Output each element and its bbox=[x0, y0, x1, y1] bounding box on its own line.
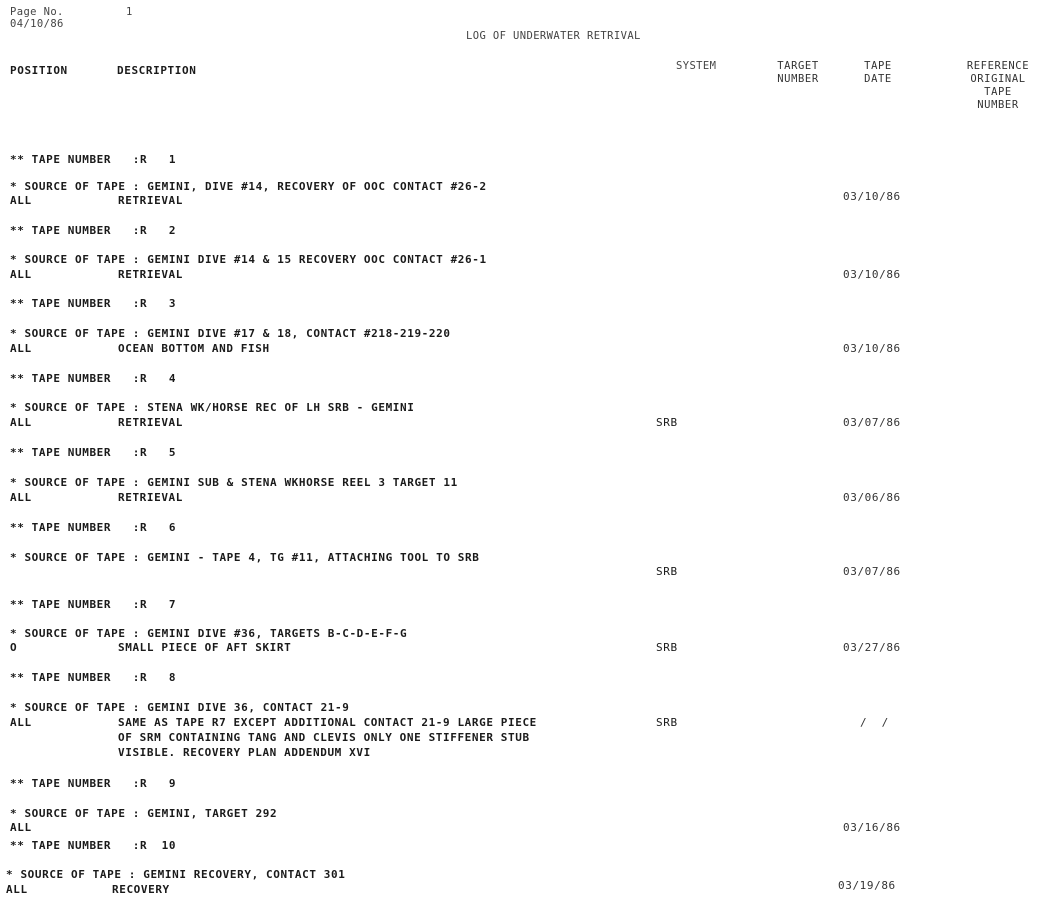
table-row-continuation bbox=[0, 746, 1047, 760]
tape-source-text: * SOURCE OF TAPE : GEMINI DIVE #14 & 15 RECOVERY OOC CONTACT #26-1 bbox=[10, 253, 487, 266]
table-row bbox=[0, 565, 1047, 579]
table-row bbox=[0, 342, 1047, 356]
col-header-reference-line: REFERENCE bbox=[966, 60, 1030, 72]
entry-tape-date: / / bbox=[860, 716, 889, 729]
tape-number-line bbox=[0, 598, 1047, 612]
tape-source-line bbox=[0, 627, 1047, 641]
entry-system: SRB bbox=[656, 641, 678, 654]
tape-number-line bbox=[0, 671, 1047, 685]
entry-position: ALL bbox=[10, 342, 32, 355]
entry-tape-date: 03/06/86 bbox=[843, 491, 901, 504]
table-row bbox=[0, 268, 1047, 282]
col-header-reference-line: ORIGINAL bbox=[970, 73, 1026, 85]
tape-number-text: ** TAPE NUMBER :R 10 bbox=[10, 839, 177, 852]
col-header-tape-date bbox=[846, 60, 910, 86]
page-title: LOG OF UNDERWATER RETRIVAL bbox=[466, 30, 641, 42]
entry-position: ALL bbox=[10, 268, 32, 281]
col-header-reference-line: TAPE bbox=[984, 86, 1012, 98]
tape-number-text: ** TAPE NUMBER :R 1 bbox=[10, 153, 177, 166]
tape-number-text: ** TAPE NUMBER :R 5 bbox=[10, 446, 177, 459]
tape-number-text: ** TAPE NUMBER :R 8 bbox=[10, 671, 177, 684]
table-row bbox=[0, 716, 1047, 730]
entry-description: OF SRM CONTAINING TANG AND CLEVIS ONLY ONE STIFFENER STUB bbox=[118, 731, 530, 744]
entry-tape-date: 03/16/86 bbox=[843, 821, 901, 834]
tape-number-line bbox=[0, 372, 1047, 386]
table-row bbox=[0, 491, 1047, 505]
table-row bbox=[0, 821, 1047, 835]
entry-description: SMALL PIECE OF AFT SKIRT bbox=[118, 641, 292, 654]
tape-number-text: ** TAPE NUMBER :R 2 bbox=[10, 224, 177, 237]
entry-description: RETRIEVAL bbox=[118, 416, 184, 429]
tape-source-line bbox=[0, 401, 1047, 415]
entry-description: RETRIEVAL bbox=[118, 491, 184, 504]
tape-source-text: * SOURCE OF TAPE : GEMINI, DIVE #14, RECOVERY OF OOC CONTACT #26-2 bbox=[10, 180, 487, 193]
tape-number-text: ** TAPE NUMBER :R 4 bbox=[10, 372, 177, 385]
table-row bbox=[0, 641, 1047, 655]
tape-number-text: ** TAPE NUMBER :R 6 bbox=[10, 521, 177, 534]
table-row bbox=[0, 879, 1047, 897]
tape-source-text: * SOURCE OF TAPE : GEMINI DIVE #36, TARGETS B-C-D-E-F-G bbox=[10, 627, 408, 640]
col-header-target-line: NUMBER bbox=[777, 73, 819, 85]
entry-system: SRB bbox=[656, 565, 678, 578]
entry-system: SRB bbox=[656, 416, 678, 429]
col-header-tape-date-line: TAPE bbox=[864, 60, 892, 72]
col-header-description: DESCRIPTION bbox=[117, 64, 197, 77]
tape-source-line bbox=[0, 807, 1047, 821]
col-header-reference-line: NUMBER bbox=[977, 99, 1019, 111]
entry-description: VISIBLE. RECOVERY PLAN ADDENDUM XVI bbox=[118, 746, 371, 759]
page-no-label: Page No. bbox=[10, 6, 64, 18]
tape-number-text: ** TAPE NUMBER :R 9 bbox=[10, 777, 177, 790]
tape-source-text: * SOURCE OF TAPE : STENA WK/HORSE REC OF LH SRB - GEMINI bbox=[10, 401, 415, 414]
col-header-target-line: TARGET bbox=[777, 60, 819, 72]
table-row-continuation bbox=[0, 731, 1047, 745]
tape-source-line bbox=[0, 327, 1047, 341]
tape-source-text: * SOURCE OF TAPE : GEMINI, TARGET 292 bbox=[10, 807, 278, 820]
col-header-reference bbox=[950, 60, 1046, 112]
entry-description: RETRIEVAL bbox=[118, 268, 184, 281]
tape-source-text: * SOURCE OF TAPE : GEMINI SUB & STENA WKHORSE REEL 3 TARGET 11 bbox=[10, 476, 458, 489]
tape-number-line bbox=[0, 153, 1047, 167]
tape-number-line bbox=[0, 839, 1047, 853]
tape-source-line bbox=[0, 551, 1047, 565]
tape-number-line bbox=[0, 521, 1047, 535]
report-date: 04/10/86 bbox=[10, 18, 64, 30]
col-header-target-number bbox=[760, 60, 836, 86]
table-row bbox=[0, 190, 1047, 208]
col-header-system: SYSTEM bbox=[676, 60, 717, 72]
tape-number-line bbox=[0, 224, 1047, 238]
entry-position: O bbox=[10, 641, 18, 654]
entry-description: OCEAN BOTTOM AND FISH bbox=[118, 342, 270, 355]
col-header-tape-date-line: DATE bbox=[864, 73, 892, 85]
tape-source-text: * SOURCE OF TAPE : GEMINI - TAPE 4, TG #11, ATTACHING TOOL TO SRB bbox=[10, 551, 480, 564]
entry-tape-date: 03/27/86 bbox=[843, 641, 901, 654]
entry-tape-date: 03/19/86 bbox=[838, 879, 896, 892]
tape-source-line bbox=[0, 701, 1047, 715]
tape-source-line bbox=[0, 253, 1047, 267]
tape-source-text: * SOURCE OF TAPE : GEMINI DIVE 36, CONTACT 21-9 bbox=[10, 701, 350, 714]
tape-number-text: ** TAPE NUMBER :R 7 bbox=[10, 598, 177, 611]
page-no-value: 1 bbox=[126, 6, 133, 18]
table-row bbox=[0, 416, 1047, 430]
tape-source-text: * SOURCE OF TAPE : GEMINI RECOVERY, CONTACT 301 bbox=[6, 868, 346, 881]
entry-tape-date: 03/07/86 bbox=[843, 416, 901, 429]
entry-position: ALL bbox=[10, 416, 32, 429]
entry-tape-date: 03/10/86 bbox=[843, 190, 901, 203]
tape-source-text: * SOURCE OF TAPE : GEMINI DIVE #17 & 18, CONTACT #218-219-220 bbox=[10, 327, 451, 340]
entry-position: ALL bbox=[10, 821, 32, 834]
entry-position: ALL bbox=[6, 883, 28, 896]
tape-number-line bbox=[0, 297, 1047, 311]
entry-description: RECOVERY bbox=[112, 883, 170, 896]
entry-position: ALL bbox=[10, 716, 32, 729]
entry-system: SRB bbox=[656, 716, 678, 729]
tape-number-line bbox=[0, 446, 1047, 460]
entry-position: ALL bbox=[10, 491, 32, 504]
entry-tape-date: 03/10/86 bbox=[843, 268, 901, 281]
col-header-position: POSITION bbox=[10, 64, 68, 77]
entry-description: SAME AS TAPE R7 EXCEPT ADDITIONAL CONTACT 21-9 LARGE PIECE bbox=[118, 716, 537, 729]
entry-tape-date: 03/07/86 bbox=[843, 565, 901, 578]
tape-number-line bbox=[0, 777, 1047, 791]
tape-number-text: ** TAPE NUMBER :R 3 bbox=[10, 297, 177, 310]
tape-source-line bbox=[0, 476, 1047, 490]
entry-description: RETRIEVAL bbox=[118, 194, 184, 207]
entry-tape-date: 03/10/86 bbox=[843, 342, 901, 355]
entry-position: ALL bbox=[10, 194, 32, 207]
